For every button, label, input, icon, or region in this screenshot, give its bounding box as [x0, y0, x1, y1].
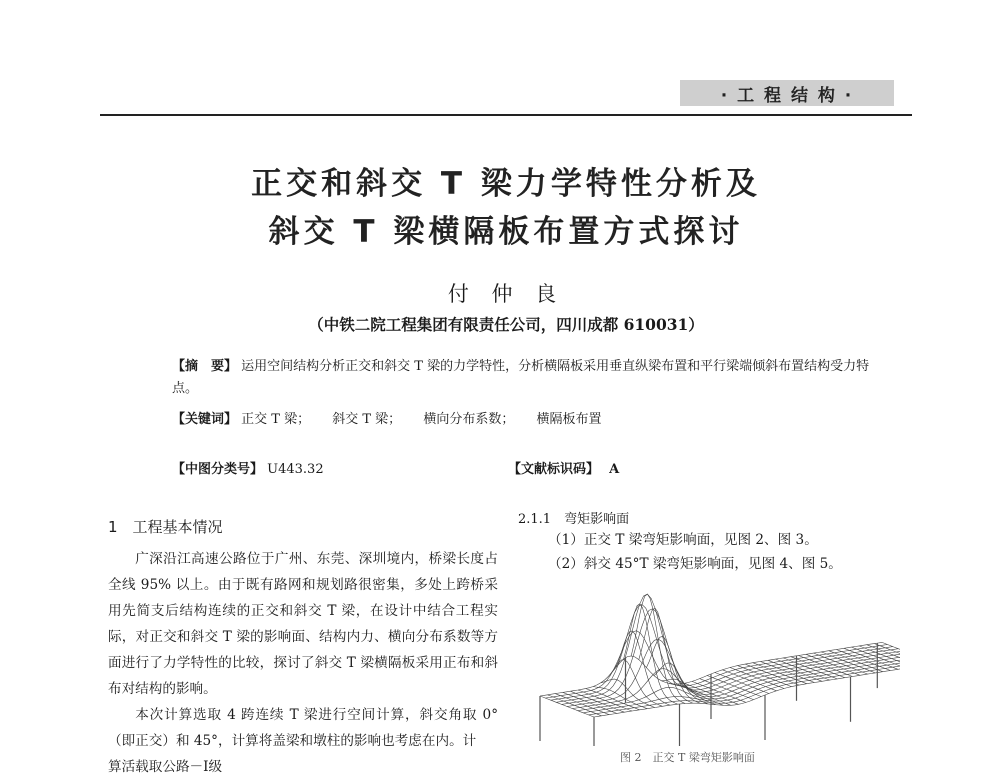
section-heading: 1 工程基本情况 [108, 518, 223, 536]
body-text [108, 546, 498, 780]
mesh-line [616, 631, 670, 705]
mesh-line [589, 661, 900, 715]
document-code [508, 458, 619, 477]
mesh-line [738, 666, 792, 687]
mesh-line [551, 605, 893, 701]
section-tag: · 工 程 结 构 · [680, 80, 894, 106]
figure-caption: 图 2 正交 T 梁弯矩影响面 [620, 751, 755, 764]
classification [172, 458, 324, 477]
paragraph: 广深沿江高速公路位于广州、东莞、深圳境内，桥梁长度占全线 95% 以上。由于既有路网和规划路很密集，多处上跨桥采用先简支后结构连续的正交和斜交 T 梁，在设计中结合工程实际，对正交和斜交 T 梁的影响面、结构内力、横向分布系数等方面进行了力学特性的比较，探讨了斜交 T 梁横隔板采用正布和斜布对结构的影响。 [108, 551, 498, 697]
abstract [172, 356, 892, 400]
keywords [172, 408, 892, 427]
paper-title-line-1: 正交和斜交 T 梁力学特性分析及 [251, 166, 761, 202]
paragraph: 本次计算选取 4 跨连续 T 梁进行空间计算，斜交角取 0°（即正交）和 45°，计算将盖梁和墩柱的影响也考虑在内。计 [108, 707, 498, 749]
keyword: 斜交 T 梁； [332, 412, 402, 427]
influence-surface-figure [520, 586, 900, 746]
mesh-line [556, 594, 898, 702]
abstract-text: 运用空间结构分析正交和斜交 T 梁的力学特性，分析横隔板采用垂直纵梁布置和平行梁端倾斜布置结构受力特点。 [172, 359, 870, 396]
document-code-value: A [609, 462, 620, 477]
cut-line: 算活载取公路－Ⅰ级 [108, 759, 223, 775]
mesh-line [707, 676, 761, 697]
document-code-label: 【文献标识码】 [508, 462, 600, 477]
keyword: 横向分布系数； [423, 412, 515, 427]
mesh-line [639, 608, 693, 703]
list-item: （1）正交 T 梁弯矩影响面，见图 2、图 3。 [548, 532, 818, 548]
figure-refs [548, 528, 842, 576]
author: 付 仲 良 [447, 282, 565, 306]
keyword: 正交 T 梁； [241, 412, 311, 427]
mesh-line [631, 594, 685, 703]
classification-value: U443.32 [267, 462, 324, 477]
paper-title-line-2: 斜交 T 梁横隔板布置方式探讨 [268, 214, 744, 250]
keywords-label: 【关键词】 [172, 412, 238, 427]
header-rule [100, 114, 912, 116]
keyword: 横隔板布置 [536, 412, 602, 427]
abstract-label: 【摘 要】 [172, 359, 238, 374]
list-item: （2）斜交 45°T 梁弯矩影响面，见图 4、图 5。 [548, 556, 842, 572]
classification-label: 【中图分类号】 [172, 462, 264, 477]
affiliation: （中铁二院工程集团有限责任公司，四川成都 610031） [308, 315, 704, 334]
subsection-heading: 2.1.1 弯矩影响面 [518, 512, 630, 527]
